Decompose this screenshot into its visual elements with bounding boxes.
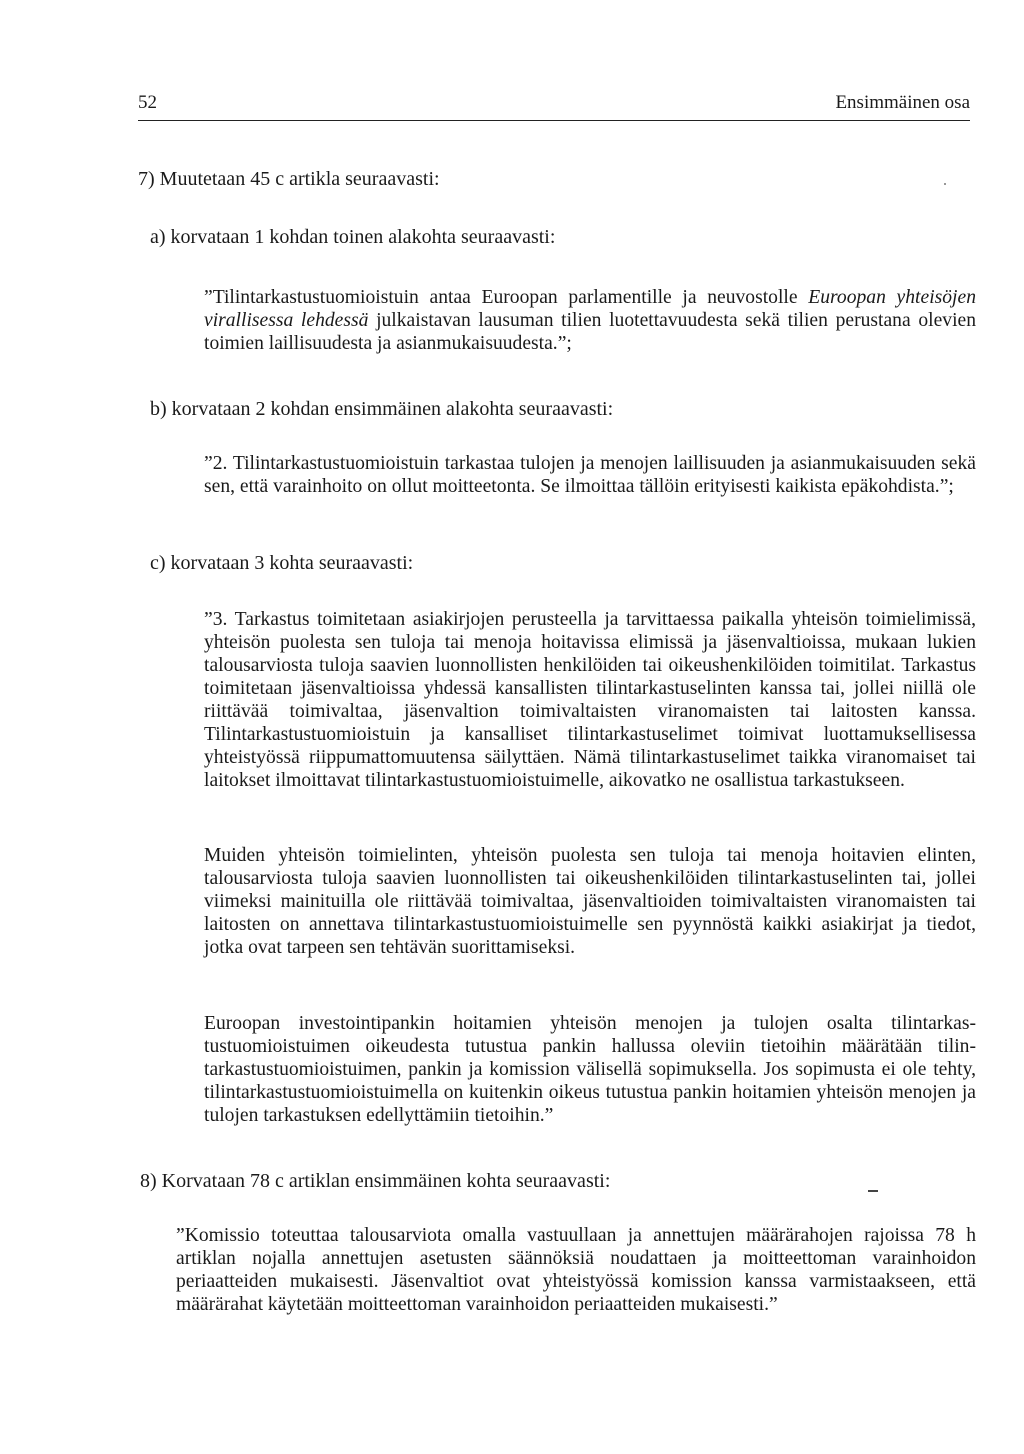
item-8-heading: 8) Korvataan 78 c artiklan ensimmäinen kohta seuraavasti: (140, 1170, 611, 1192)
journal-title-italic: Euroopan yhteisöjen virallisessa lehdessä (204, 287, 976, 331)
item-7c-heading: c) korvataan 3 kohta seuraavasti: (150, 552, 414, 574)
item-7b-quote: ”2. Tilintarkastustuomioistuin tarkastaa tulojen ja menojen laillisuuden ja asianmukaisuuden sekä sen, että varainhoito on ollut moitteetonta. Se ilmoittaa tällöin erityisesti kaikista epäkohdista.”; (204, 453, 976, 497)
speck-mark (944, 183, 946, 185)
stray-dash-mark (868, 1190, 878, 1192)
item-7a-quote (204, 286, 976, 355)
item-7a-quote-end: julkaistavan lausuman tilien luotettavuudesta sekä tilien perustana olevien toimien laillisuudesta ja asianmukaisuudesta.”; (204, 310, 976, 354)
item-7c-paragraph-1: ”3. Tarkastus toimitetaan asiakirjojen perusteella ja tarvittaessa paikalla yhteisön toimielimissä, yhteisön puolesta sen tuloja tai menoja hoitavissa elimissä ja jäsenvaltioissa, mukaan lukien talousarviosta tuloja saavien luonnollisten henkilöiden tai oikeushenkilöiden toimitilat. Tarkastus toimitetaan jäsenvaltioissa yhdessä kansallisten tilintarkastuselinten kanssa tai, jollei niillä ole riittävää toimivaltaa, jäsenvaltion toimivaltaisten viranomaisten tai laitosten kanssa. Tilintarkastustuomioistuin ja kansalliset tilintarkastuselimet toimivat luottamuksellisessa yhteistyössä riippumattomuutensa säilyttäen. Nämä tilintarkastuselimet taikka viranomaiset tai laitokset ilmoittavat tilintarkastustuomioistuimelle, aikovatko ne osallistua tarkastukseen. (204, 609, 976, 791)
page-header (138, 92, 970, 122)
item-7c-paragraph-2: Muiden yhteisön toimielinten, yhteisön puolesta sen tuloja tai menoja hoitavien elinten, talousarviosta tuloja saavien luonnollisten tai oikeushenkilöiden tilintarkastuselinten tai, jollei viimeksi mainituilla ole riittävää toimivaltaa, jäsenvaltioiden toimivaltaisten viranomaisten tai laitosten on annettava tilintarkastustuomioistuimelle sen pyynnöstä kaikki asiakirjat ja tiedot, jotka ovat tarpeen sen tehtävän suorittamiseksi. (204, 845, 976, 958)
page-number: 52 (138, 92, 157, 113)
item-7b-heading: b) korvataan 2 kohdan ensimmäinen alakohta seuraavasti: (150, 398, 614, 420)
item-7c-paragraph-3: Euroopan investointipankin hoitamien yhteisön menojen ja tulojen osalta tilintarkastustuomioistuimen oikeudesta tutustua pankin hallussa oleviin tietoihin määrätään tilintarkastustuomioistuimen, pankin ja komission välisellä sopimuksella. Jos sopimusta ei ole tehty, tilintarkastustuomioistuimella on kuitenkin oikeus tutustua pankin hoitamien yhteisön menojen ja tulojen tarkastuksen edellyttämiin tietoihin.” (204, 1013, 976, 1126)
header-rule (138, 120, 970, 121)
running-head: Ensimmäinen osa (835, 92, 970, 113)
item-7-heading: 7) Muutetaan 45 c artikla seuraavasti: (138, 168, 440, 190)
item-8-quote: ”Komissio toteuttaa talousarviota omalla vastuullaan ja annettujen määrärahojen rajoissa 78 h artiklan nojalla annettujen asetusten säännöksiä noudattaen ja moitteettoman varainhoidon periaatteiden mukaisesti. Jäsenvaltiot ovat yhteistyössä komission kanssa varmistaakseen, että määrärahat käytetään moitteettoman varainhoidon periaatteiden mukaisesti.” (176, 1225, 976, 1315)
item-7a-heading: a) korvataan 1 kohdan toinen alakohta seuraavasti: (150, 226, 556, 248)
item-7a-quote-start: ”Tilintarkastustuomioistuin antaa Euroopan parlamentille ja neuvostolle (204, 287, 809, 308)
